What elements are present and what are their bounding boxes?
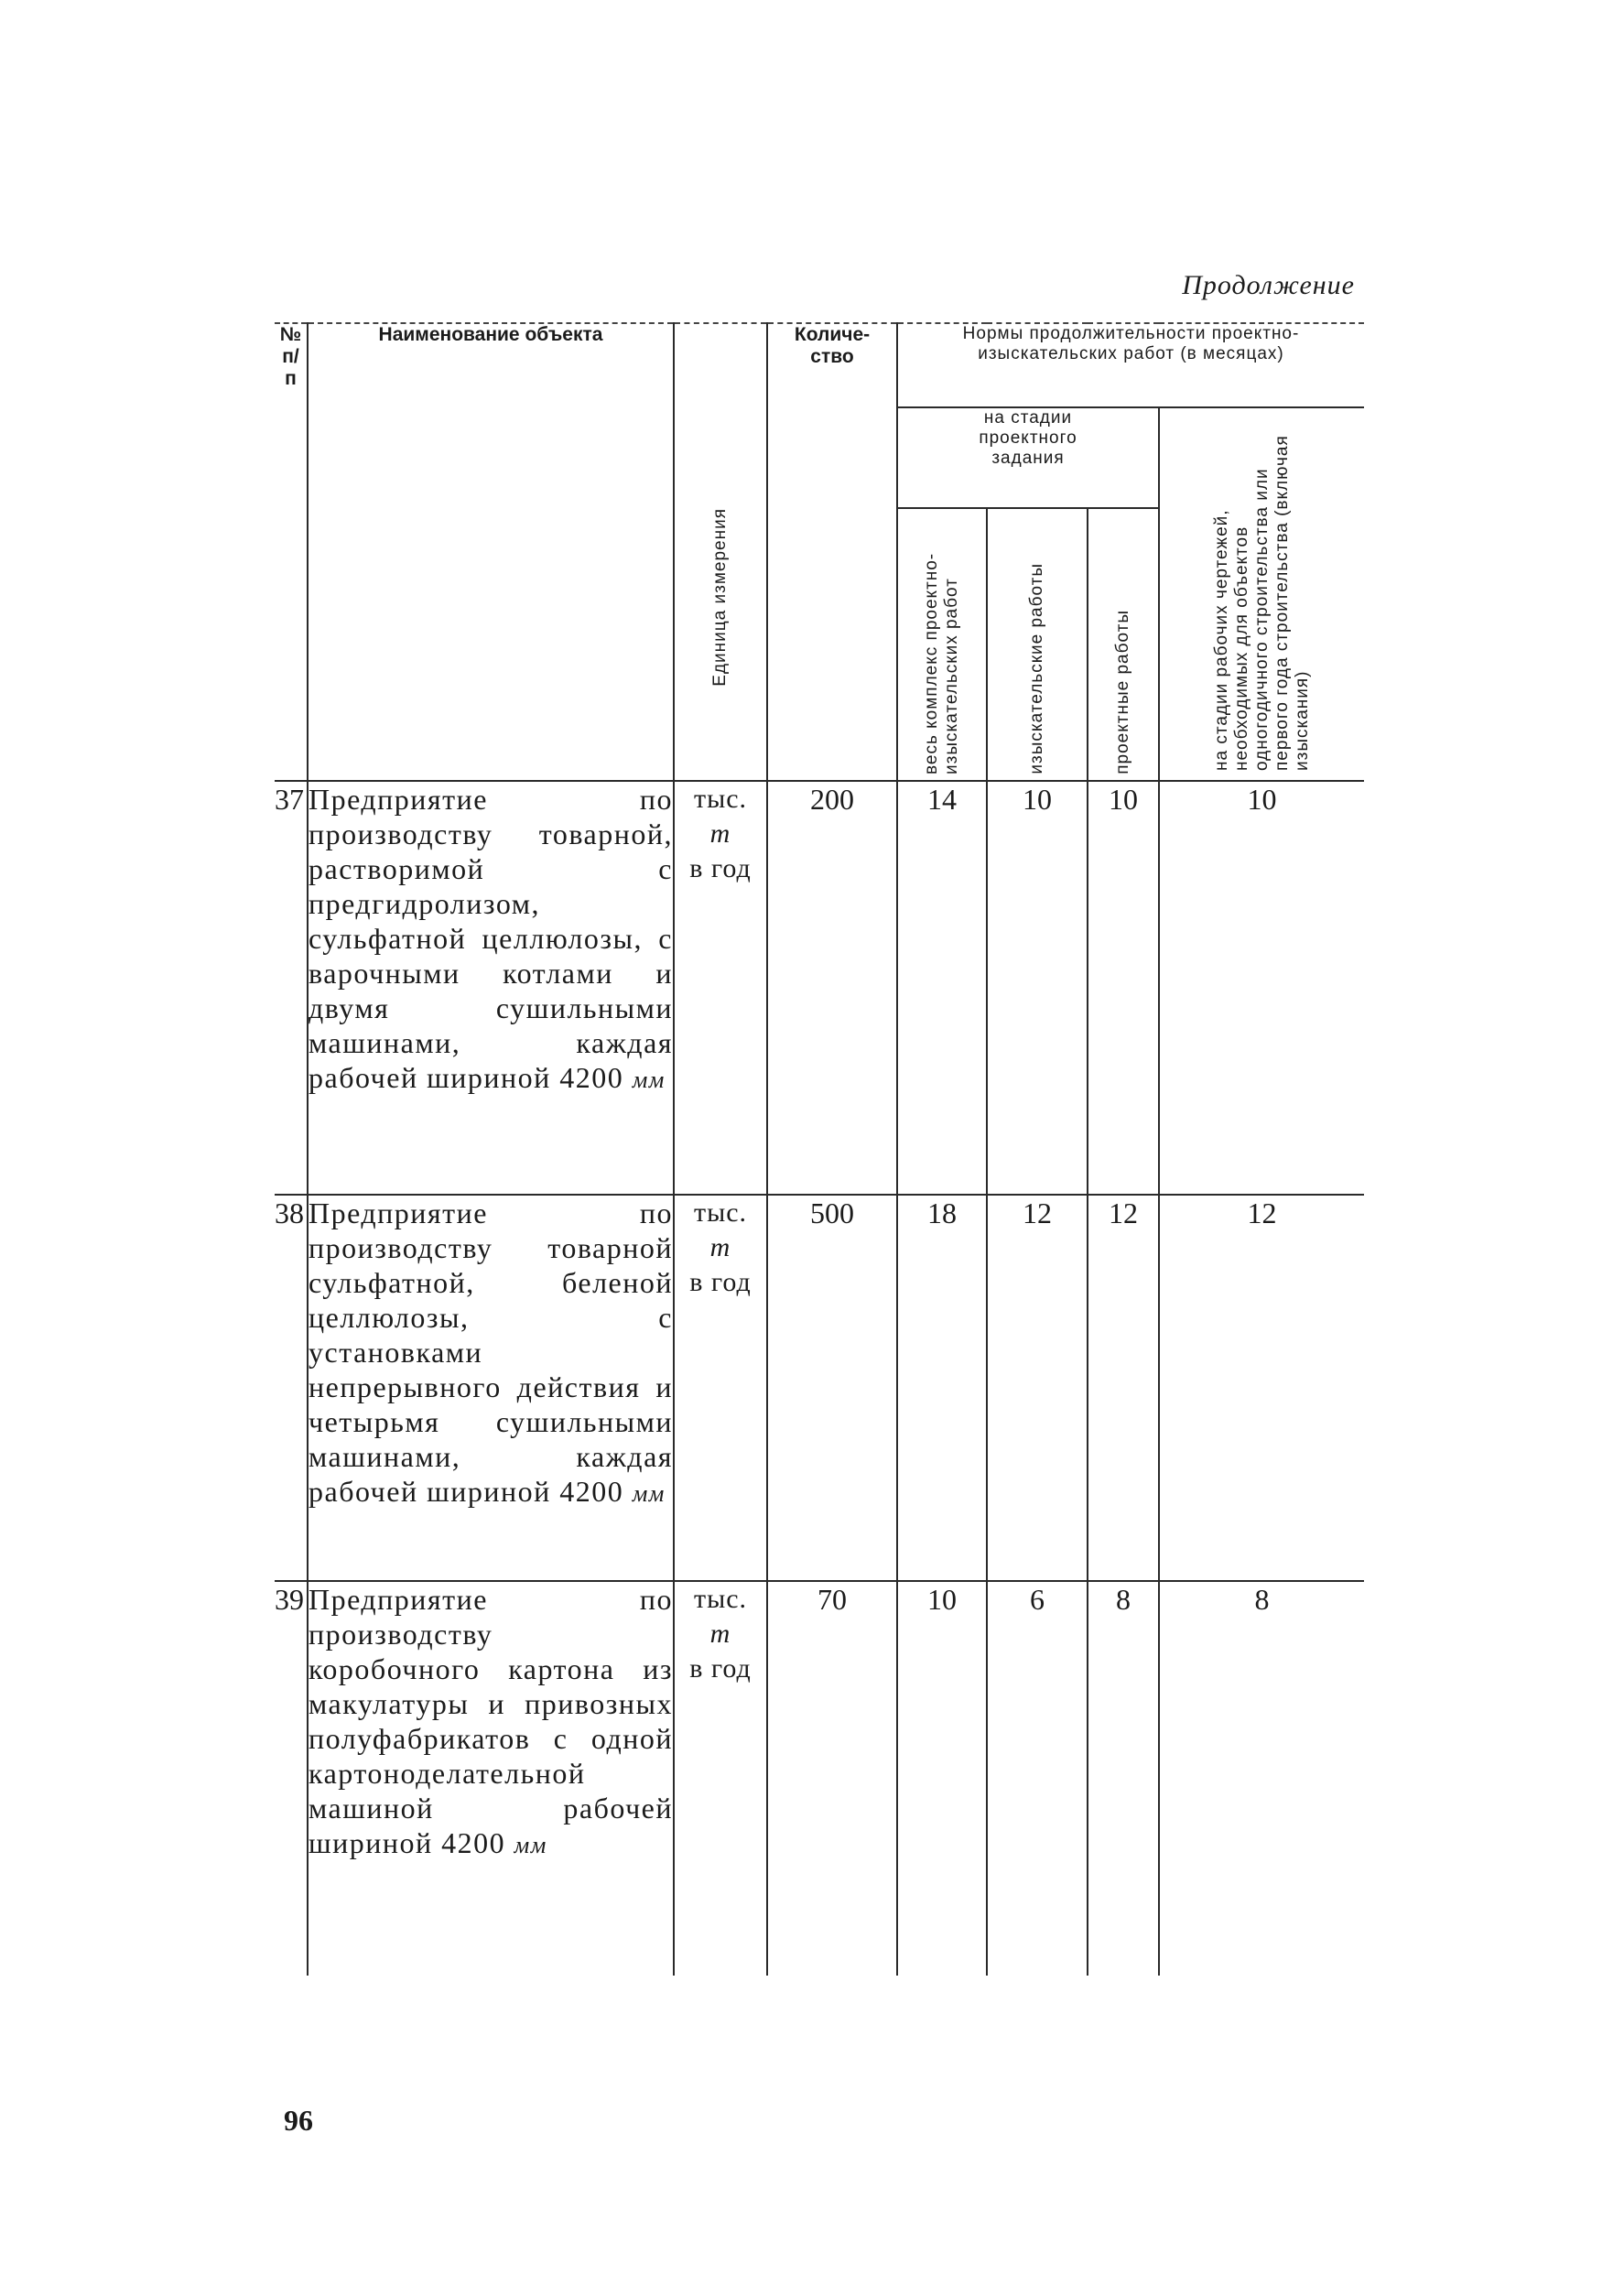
column-group-stage: на стадии проектного задания bbox=[897, 407, 1159, 508]
row-name: Предприятие по производству коробочного картона из макулатуры и привозных полуфабрикатов с одной картоноделательной машиной рабочей шириной 4200 мм bbox=[308, 1581, 674, 1976]
table-row bbox=[275, 1581, 1364, 1976]
row-full-complex: 10 bbox=[897, 1581, 987, 1976]
row-survey: 12 bbox=[987, 1195, 1088, 1581]
page-number: 96 bbox=[284, 2104, 313, 2137]
column-header-qty: Количе-ство bbox=[767, 323, 897, 781]
row-unit: тыс. т в год bbox=[674, 1581, 767, 1976]
row-qty: 70 bbox=[767, 1581, 897, 1976]
table-row bbox=[275, 1195, 1364, 1581]
row-working-drawings: 12 bbox=[1159, 1195, 1364, 1581]
row-num: 37 bbox=[275, 781, 308, 1195]
row-design: 8 bbox=[1088, 1581, 1159, 1976]
row-num: 38 bbox=[275, 1195, 308, 1581]
column-header-design: проектные работы bbox=[1088, 508, 1159, 781]
row-full-complex: 14 bbox=[897, 781, 987, 1195]
row-survey: 6 bbox=[987, 1581, 1088, 1976]
column-header-unit: Единица измерения bbox=[674, 323, 767, 781]
column-header-working-drawings: на стадии рабочих чертежей, необходимых для объектов одногодичного строительства или первого года строительства (включая изыскания) bbox=[1159, 407, 1364, 781]
row-num: 39 bbox=[275, 1581, 308, 1976]
row-full-complex: 18 bbox=[897, 1195, 987, 1581]
row-design: 10 bbox=[1088, 781, 1159, 1195]
column-header-name: Наименование объекта bbox=[308, 323, 674, 781]
row-name: Предприятие по производству товарной сульфатной, беленой целлюлозы, с установками непрерывного действия и четырьмя сушильными машинами, каждая рабочей шириной 4200 мм bbox=[308, 1195, 674, 1581]
column-header-num: № п/п bbox=[275, 323, 308, 781]
row-name: Предприятие по производству товарной, растворимой с предгидролизом, сульфатной целлюлозы, с варочными котлами и двумя сушильными машинами, каждая рабочей шириной 4200 мм bbox=[308, 781, 674, 1195]
row-working-drawings: 10 bbox=[1159, 781, 1364, 1195]
row-qty: 500 bbox=[767, 1195, 897, 1581]
column-group-norms: Нормы продолжительности проектно-изыскательских работ (в месяцах) bbox=[897, 323, 1364, 407]
row-qty: 200 bbox=[767, 781, 897, 1195]
continuation-label: Продолжение bbox=[1182, 270, 1355, 300]
row-design: 12 bbox=[1088, 1195, 1159, 1581]
column-header-full-complex: весь комплекс проектно-изыскательских работ bbox=[897, 508, 987, 781]
row-unit: тыс. т в год bbox=[674, 1195, 767, 1581]
row-unit: тыс. т в год bbox=[674, 781, 767, 1195]
norms-table bbox=[275, 322, 1364, 1976]
row-survey: 10 bbox=[987, 781, 1088, 1195]
column-header-survey: изыскательские работы bbox=[987, 508, 1088, 781]
table-row bbox=[275, 781, 1364, 1195]
row-working-drawings: 8 bbox=[1159, 1581, 1364, 1976]
